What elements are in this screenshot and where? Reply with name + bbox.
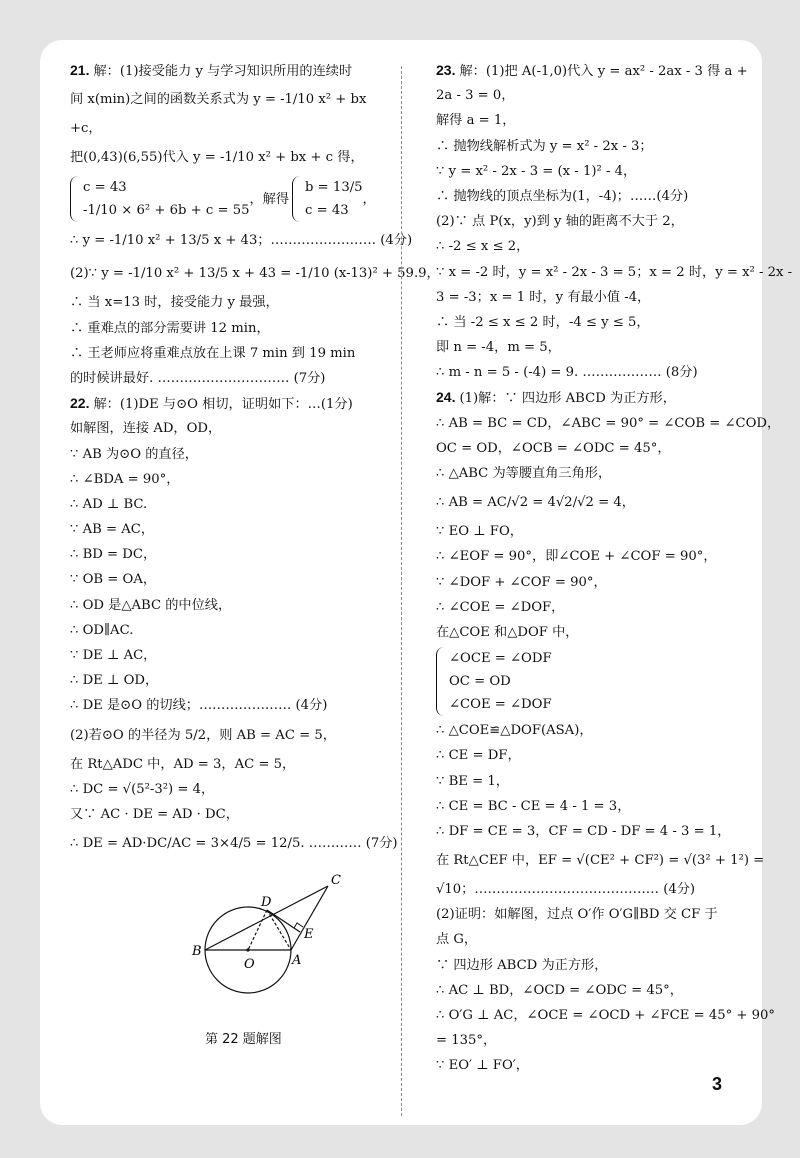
q24-line-3: OC = OD，∠OCB = ∠ODC = 45°，	[436, 440, 671, 456]
q24-line-23: = 135°，	[436, 1033, 497, 1049]
q22-line-1: 22. 解：(1)DE 与⊙O 相切，证明如下：…(1分)	[70, 395, 353, 413]
q24-line-11: ∴ △COE≌△DOF(ASA)，	[436, 723, 593, 739]
q24-line-21: ∴ AC ⊥ BD，∠OCD = ∠ODC = 45°，	[436, 982, 683, 998]
q23-line-5: ∵ y = x² - 2x - 3 = (x - 1)² - 4，	[436, 163, 637, 179]
q24-line-19: 点 G，	[436, 932, 478, 948]
q24-system-2: OC = OD	[449, 674, 511, 690]
q23-line-12: 即 n = -4，m = 5，	[436, 340, 561, 356]
q24-line-6: ∵ EO ⊥ FO，	[436, 524, 523, 540]
q24-line-24: ∵ EO′ ⊥ FO′，	[436, 1058, 529, 1074]
q21-line-4: 把(0,43)(6,55)代入 y = -1/10 x² + bx + c 得，	[70, 150, 364, 166]
q22-line-11: ∵ DE ⊥ AC，	[70, 648, 157, 663]
left-brace	[436, 647, 445, 716]
q24-line-17: √10；…………………………………… (4分)	[436, 882, 696, 898]
q21-line-5: ∴ y = -1/10 x² + 13/5 x + 43；…………………… (4分)	[70, 233, 413, 249]
q22-line-9: ∴ OD 是△ABC 的中位线，	[70, 597, 232, 613]
q22-line-4: ∴ ∠BDA = 90°，	[70, 471, 180, 487]
q23-line-6: ∴ 抛物线的顶点坐标为(1，-4)；……(4分)	[436, 188, 689, 204]
left-brace	[70, 176, 79, 222]
q24-system-1: ∠OCE = ∠ODF	[449, 651, 552, 667]
circle-tangent-diagram	[110, 866, 370, 1016]
q22-line-12: ∴ DE ⊥ OD，	[70, 673, 159, 689]
q24-line-18: (2)证明：如解图，过点 O′作 O′G∥BD 交 CF 于	[436, 907, 718, 923]
q23-line-2: 2a - 3 = 0，	[436, 88, 515, 104]
q24-line-20: ∵ 四边形 ABCD 为正方形，	[436, 957, 608, 973]
q22-line-14: (2)若⊙O 的半径为 5/2，则 AB = AC = 5，	[70, 727, 336, 743]
left-column	[70, 58, 440, 1048]
page-number: 3	[711, 1074, 722, 1094]
q24-line-9: ∴ ∠COE = ∠DOF，	[436, 599, 565, 615]
q22-line-10: ∴ OD∥AC.	[70, 622, 134, 638]
q23-line-8: ∴ -2 ≤ x ≤ 2，	[436, 239, 530, 255]
q24-line-16: 在 Rt△CEF 中，EF = √(CE² + CF²) = √(3² + 1²) =	[436, 853, 765, 869]
column-divider	[401, 66, 402, 1116]
q21-equation-system	[70, 176, 398, 222]
q22-line-8: ∵ OB = OA，	[70, 572, 157, 588]
q22-line-5: ∴ AD ⊥ BC.	[70, 496, 148, 512]
q22-line-13: ∴ DE 是⊙O 的切线；………………… (4分)	[70, 698, 328, 714]
q24-line-15: ∴ DF = CE = 3，CF = CD - DF = 4 - 3 = 1，	[436, 823, 731, 839]
figure-caption: 第 22 题解图	[205, 1032, 282, 1048]
q21-system-right-2: c = 43	[305, 203, 349, 219]
q24-congruence-system	[436, 647, 754, 716]
q22-figure	[110, 866, 370, 1048]
q23-line-10: 3 = -3；x = 1 时，y 有最小值 -4，	[436, 289, 651, 305]
q23-line-1: 23. 解：(1)把 A(-1,0)代入 y = ax² - 2ax - 3 得 a +	[436, 62, 748, 79]
q24-line-10: 在△COE 和△DOF 中，	[436, 624, 579, 640]
q21-system-solve: ，解得	[249, 191, 290, 207]
q23-line-11: ∴ 当 -2 ≤ x ≤ 2 时，-4 ≤ y ≤ 5，	[436, 314, 650, 330]
left-brace	[292, 176, 301, 222]
q21-line-1: 21. 解：(1)接受能力 y 与学习知识所用的连续时	[70, 62, 353, 79]
q21-system-left-2: -1/10 × 6² + 6b + c = 55	[83, 203, 250, 219]
center-point	[246, 949, 249, 952]
q24-line-2: ∴ AB = BC = CD，∠ABC = 90° = ∠COB = ∠COD，	[436, 415, 781, 431]
q22-line-18: ∴ DE = AD·DC/AC = 3×4/5 = 12/5. ………… (7分)	[70, 836, 398, 852]
q21-line-2: 间 x(min)之间的函数关系式为 y = -1/10 x² + bx	[70, 92, 367, 108]
label-d: D	[261, 895, 272, 911]
q21-number: 21.	[70, 62, 90, 78]
line-ad	[267, 910, 291, 950]
q22-line-17: 又∵ AC · DE = AD · DC，	[70, 806, 239, 822]
q23-line-3: 解得 a = 1，	[436, 113, 516, 129]
q21-system-left-1: c = 43	[83, 180, 127, 196]
label-e: E	[304, 927, 314, 943]
q22-line-15: 在 Rt△ADC 中，AD = 3，AC = 5，	[70, 756, 296, 772]
answer-page	[40, 40, 793, 1125]
label-a: A	[292, 953, 302, 969]
q22-line-2: 如解图，连接 AD，OD，	[70, 421, 222, 437]
right-column	[436, 58, 793, 1079]
label-c: C	[331, 873, 341, 889]
q24-line-4: ∴ △ABC 为等腰直角三角形，	[436, 466, 612, 481]
q22-line-6: ∵ AB = AC，	[70, 522, 155, 538]
q21-system-right-1: b = 13/5	[305, 180, 363, 196]
label-o: O	[244, 957, 255, 973]
q21-line-3: +c，	[70, 121, 102, 137]
q24-line-7: ∴ ∠EOF = 90°，即∠COE + ∠COF = 90°，	[436, 549, 717, 565]
q24-line-22: ∴ O′G ⊥ AC，∠OCE = ∠OCD + ∠FCE = 45° + 90°	[436, 1008, 776, 1023]
q22-line-3: ∵ AB 为⊙O 的直径，	[70, 446, 198, 462]
right-angle-mark	[294, 923, 303, 928]
line-od	[248, 910, 267, 950]
q23-number: 23.	[436, 62, 456, 78]
q23-line-9: ∵ x = -2 时，y = x² - 2x - 3 = 5；x = 2 时，y = x² - 2x -	[436, 264, 793, 280]
q21-line-8: ∴ 重难点的部分需要讲 12 min，	[70, 320, 270, 336]
q24-line-1: 24. (1)解：∵ 四边形 ABCD 为正方形，	[436, 389, 676, 407]
q24-line-5: ∴ AB = AC/√2 = 4√2/√2 = 4，	[436, 495, 635, 511]
q22-line-7: ∴ BD = DC，	[70, 547, 157, 563]
line-de	[267, 910, 300, 932]
q21-line-10: 的时候讲最好. ………………………… (7分)	[70, 370, 326, 386]
q24-line-13: ∵ BE = 1，	[436, 773, 509, 789]
q23-line-4: ∴ 抛物线解析式为 y = x² - 2x - 3；	[436, 138, 653, 154]
q23-line-13: ∴ m - n = 5 - (-4) = 9. ……………… (8分)	[436, 365, 698, 381]
q22-line-16: ∴ DC = √(5²-3²) = 4，	[70, 781, 215, 797]
q22-number: 22.	[70, 395, 90, 412]
q24-line-8: ∵ ∠DOF + ∠COF = 90°，	[436, 574, 607, 590]
q21-line-9: ∴ 王老师应将重难点放在上课 7 min 到 19 min	[70, 345, 356, 361]
label-b: B	[192, 944, 202, 960]
q24-line-12: ∴ CE = DF，	[436, 748, 521, 764]
q21-system-end: ，	[362, 191, 376, 207]
q21-line-7: ∴ 当 x=13 时，接受能力 y 最强，	[70, 295, 279, 311]
q23-line-7: (2)∵ 点 P(x，y)到 y 轴的距离不大于 2，	[436, 214, 684, 230]
q21-line-6: (2)∵ y = -1/10 x² + 13/5 x + 43 = -1/10 (x-13)² + 59.9，	[70, 266, 440, 282]
q24-system-3: ∠COE = ∠DOF	[449, 697, 552, 713]
q24-line-14: ∴ CE = BC - CE = 4 - 1 = 3，	[436, 798, 631, 814]
q24-number: 24.	[436, 389, 456, 406]
